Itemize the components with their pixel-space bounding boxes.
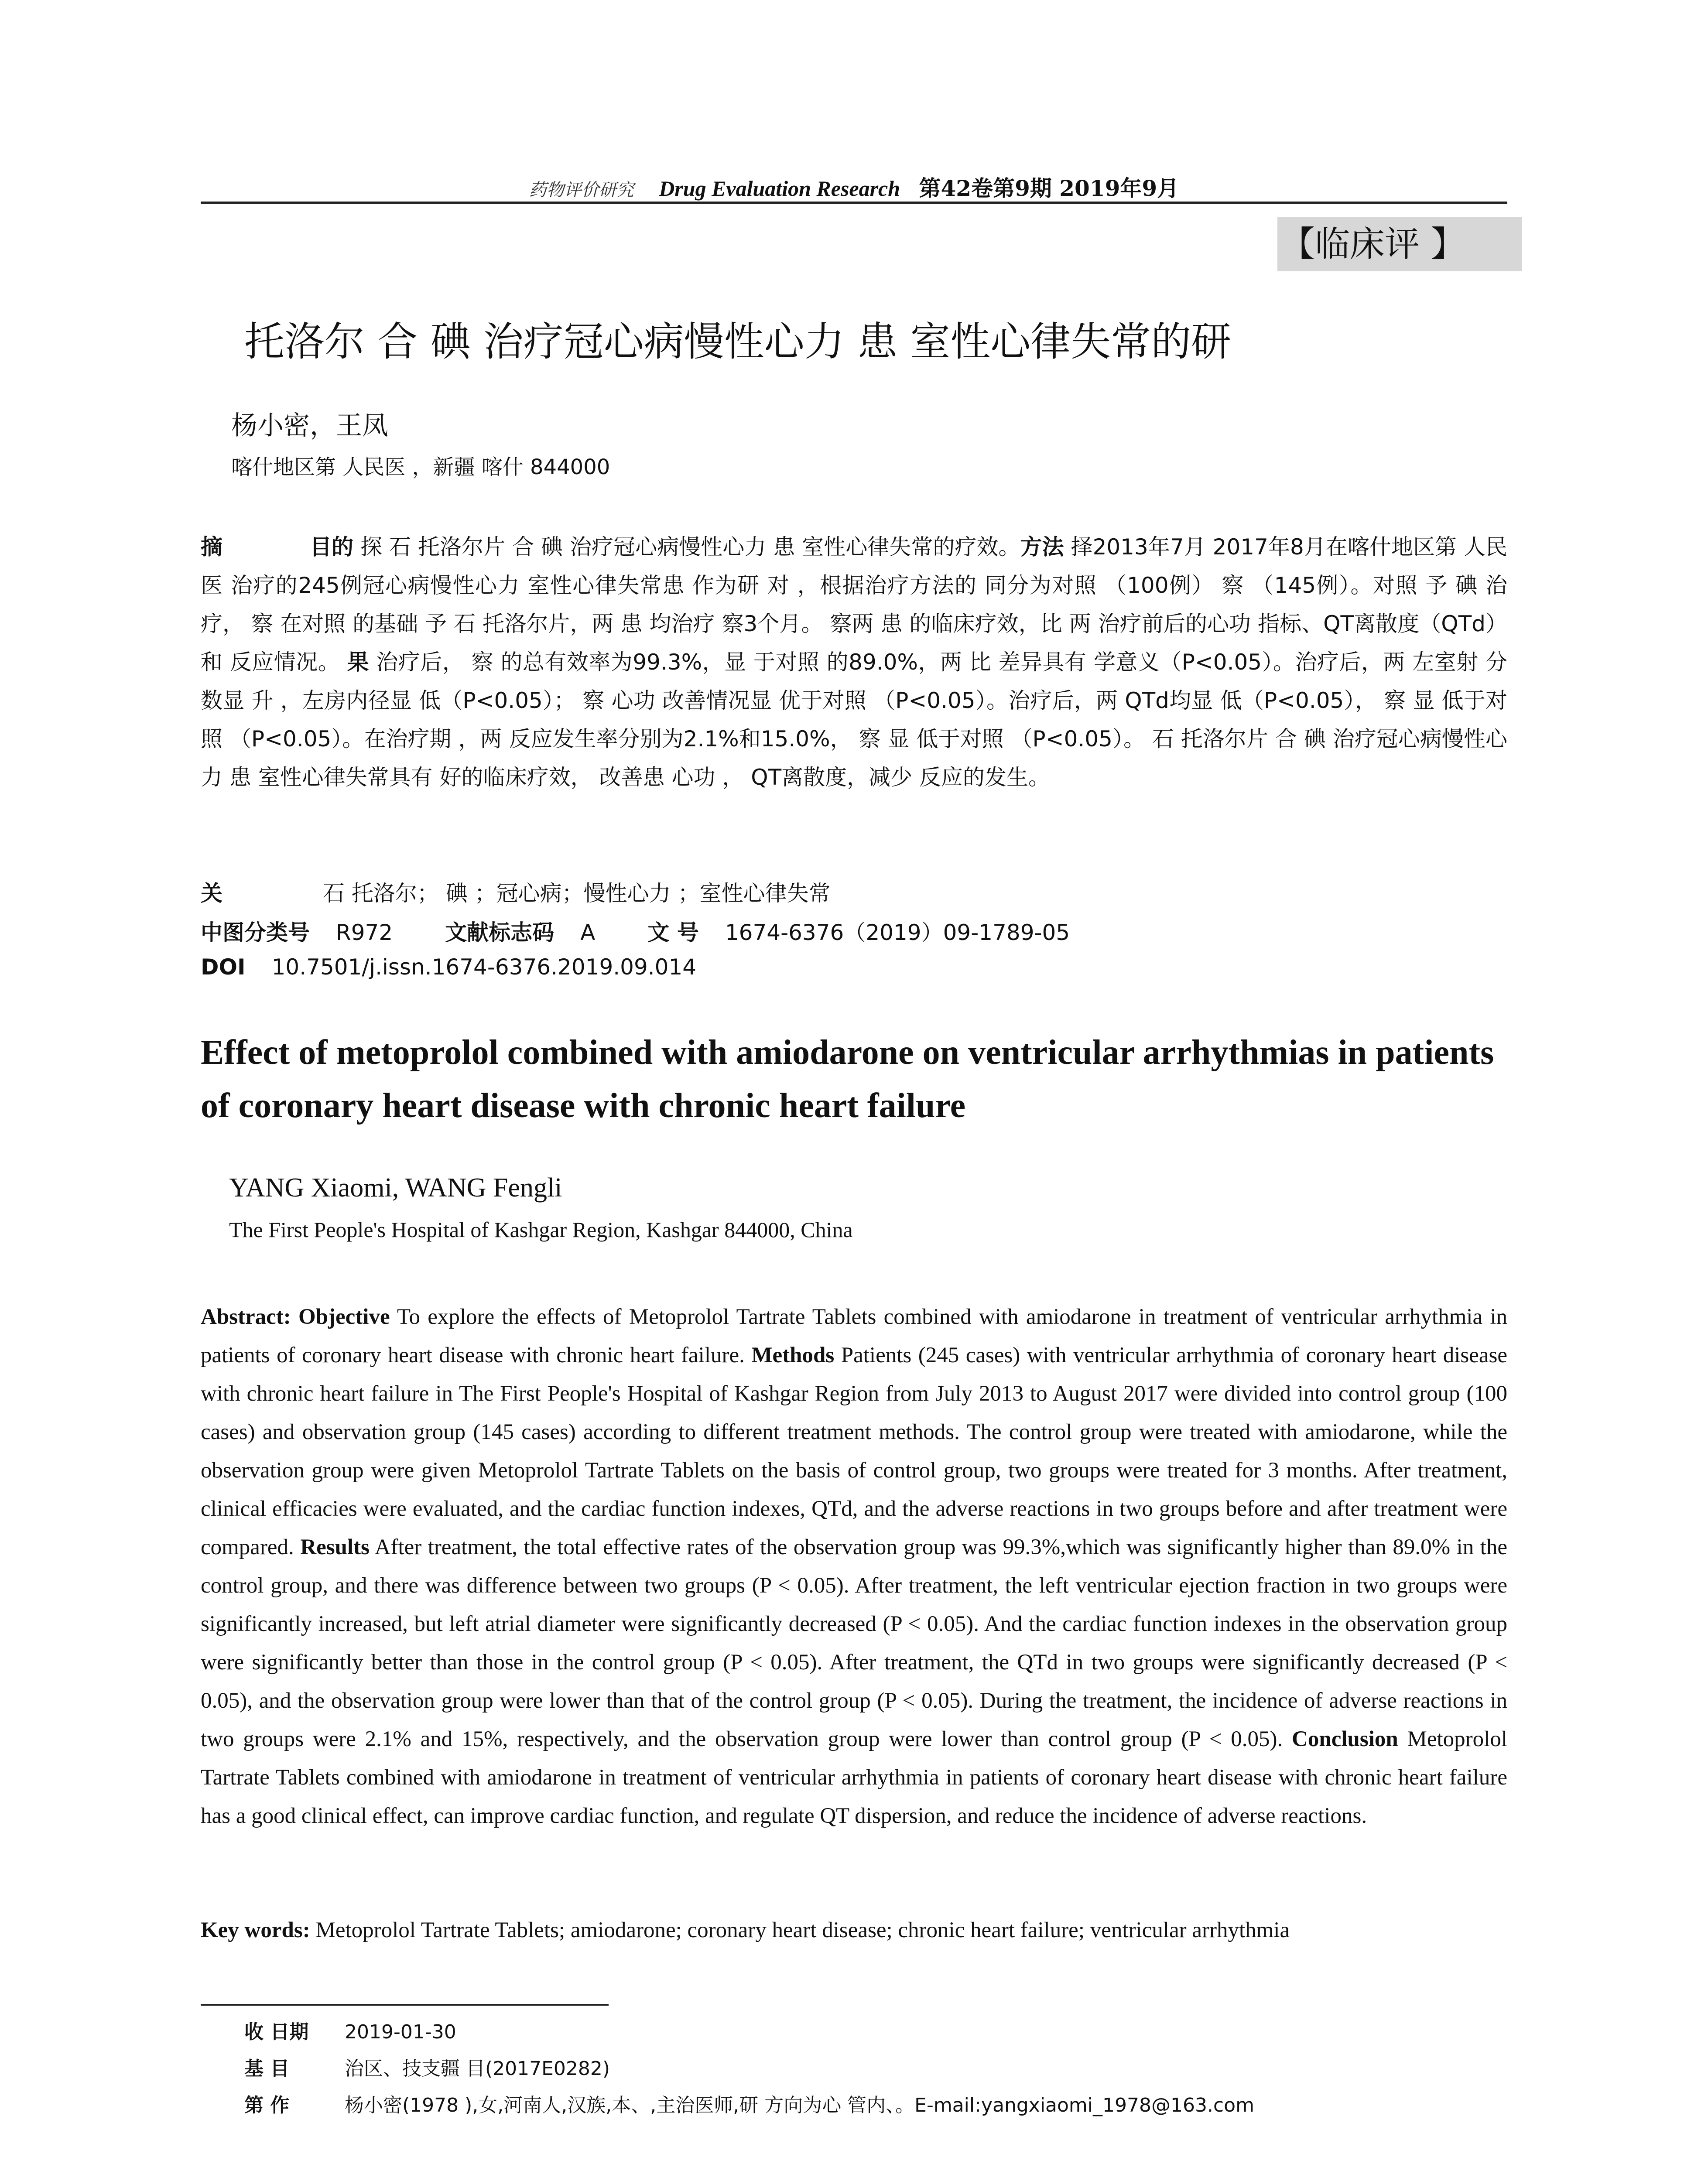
clc-label: 中图分类号 (201, 920, 310, 945)
abstract-zh-label: 摘 (201, 534, 223, 560)
authors-en: YANG Xiaomi, WANG Fengli (229, 1173, 562, 1203)
keywords-zh (201, 876, 1507, 907)
objective-en: To explore the effects of Metoprolol Tartrate Tablets combined with amiodarone in treatment of ventricular arrhythmia in patients of coronary heart disease with chronic heart failure. (201, 1305, 1508, 1367)
results-zh: 治疗后， 察 的总有效率为99.3%，显 于对照 的89.0%，两 比 差异具有 学意义（P<0.05）。治疗后，两 左室射 分数显 升 ，左房内径显 低（P<0.05）； 察 心功 改善情况显 优于对照 （P<0.05）。治疗后，两 QTd均显 低（P<0.05）， 察 显 低于对照 （P<0.05）。在治疗期 ，两 反应发生率分别为2.1%和15.0%， 察 显 低于对照 （P<0.05）。 (201, 650, 1508, 752)
abstract-en (201, 1298, 1507, 1835)
received-date: 2019-01-30 (345, 2021, 456, 2043)
title-en: Effect of metoprolol combined with amiodarone on ventricular arrhythmias in patients of coronary heart disease with chronic heart failure (201, 1033, 1494, 1125)
doc-code-label: 文献标志码 (445, 920, 555, 945)
article-no-value: 1674-6376（2019）09-1789-05 (725, 920, 1070, 945)
clc-value: R972 (336, 920, 393, 945)
methods-en: Patients (245 cases) with ventricular arrhythmia of coronary heart disease with chronic heart failure in The First People's Hospital of Kashgar Region from July 2013 to August 2017 were divided into control group (100 cases) and observation group (145 cases) according to different treatment methods. The control group were treated with amiodarone, while the observation group were given Metoprolol Tartrate Tablets on the basis of control group, two groups were treated for 3 months. After treatment, clinical efficacies were evaluated, and the cardiac function indexes, QTd, and the adverse reactions in two groups before and after treatment were compared. (201, 1343, 1507, 1559)
objective-zh-label: 目的 (310, 534, 354, 560)
classification-line (201, 915, 1507, 947)
abstract-zh (201, 528, 1507, 797)
abstract-en-label: Abstract: (201, 1305, 291, 1329)
affiliation-en: The First People's Hospital of Kashgar Region, Kashgar 844000, China (229, 1217, 853, 1242)
journal-name: Drug Evaluation Research (659, 176, 900, 201)
issue-info: 第42卷第9期 2019年9月 (919, 175, 1179, 201)
objective-zh: 探 石 托洛尔片 合 碘 治疗冠心病慢性心力 患 室性心律失常的疗效。 (360, 534, 1020, 560)
results-en: After treatment, the total effective rates of the observation group was 99.3%,which was significantly higher than 89.0% in the control group, and there was difference between two groups (P < 0.05). After treatment, the left ventricular ejection fraction in two groups were significantly increased, but left atrial diameter were significantly decreased (P < 0.05). And the cardiac function indexes in the observation group were significantly better than those in the control group (P < 0.05). After treatment, the QTd in two groups were significantly decreased (P < 0.05), and the observation group were lower than that of the control group (P < 0.05). During the treatment, the incidence of adverse reactions in two groups were 2.1% and 15%, respectively, and the observation group were lower than control group (P < 0.05). (201, 1535, 1508, 1751)
article-no-label: 文 号 (647, 920, 699, 945)
fund-label: 基 目 (244, 2058, 290, 2080)
keywords-en-text: Metoprolol Tartrate Tablets; amiodarone; coronary heart disease; chronic heart failure; ventricular arrhythmia (315, 1918, 1290, 1942)
affiliation-zh: 喀什地区第 人民医 ，新疆 喀什 844000 (231, 455, 610, 479)
doi-label: DOI (201, 954, 246, 980)
journal-logo: 药物评价研究 (529, 180, 634, 200)
footnote-author (244, 2089, 1553, 2117)
conclusion-en: Metoprolol Tartrate Tablets combined with amiodarone in treatment of ventricular arrhythmia in patients of coronary heart disease with chronic heart failure has a good clinical effect, can improve cardiac function, and regulate QT dispersion, and reduce the incidence of adverse reactions. (201, 1727, 1507, 1828)
keywords-en (201, 1918, 1507, 1943)
title-zh: 托洛尔 合 碘 治疗冠心病慢性心力 患 室性心律失常的研 (244, 318, 1232, 365)
footnote-rule (201, 2004, 609, 2006)
results-zh-label: 果 (347, 650, 370, 675)
footnote-fund (244, 2053, 1553, 2081)
conclusion-zh: 石 托洛尔片 合 碘 治疗冠心病慢性心力 患 室性心律失常具有 好的临床疗效， 改善患 心功 ， QT离散度，减少 反应的发生。 (201, 726, 1507, 790)
methods-zh-label: 方法 (1020, 534, 1064, 560)
doi-line (201, 954, 1507, 980)
footnote-received (244, 2016, 1553, 2044)
section-tag: 【临床评 】 (1277, 217, 1522, 271)
objective-en-label: Objective (298, 1305, 390, 1329)
doc-code-value: A (580, 920, 596, 945)
keywords-en-label: Key words: (201, 1918, 310, 1942)
fund-text: 治区、技支疆 目(2017E0282) (345, 2058, 610, 2080)
keywords-zh-text: 石 托洛尔； 碘 ；冠心病；慢性心力 ；室性心律失常 (323, 881, 831, 906)
author-text: 杨小密(1978 ),女,河南人,汉族,本、,主治医师,研 方向为心 管内、。E-mail:yangxiaomi_1978@163.com (345, 2094, 1254, 2116)
methods-zh: 择2013年7月 2017年8月在喀什地区第 人民医 治疗的245例冠心病慢性心力 室性心律失常患 作为研 对 ，根据治疗方法的 同分为对照 （100例） 察 （145例）。对照 予 碘 治疗， 察 在对照 的基础 予 石 托洛尔片，两 患 均治疗 察3个月。 察两 患 的临床疗效，比 两 治疗前后的心功 指标、QT离散度（QTd）和 反应情况。 (201, 534, 1508, 675)
results-en-label: Results (300, 1535, 370, 1559)
doi-value: 10.7501/j.issn.1674-6376.2019.09.014 (271, 954, 697, 980)
conclusion-en-label: Conclusion (1292, 1727, 1398, 1751)
author-label: 第 作 (244, 2094, 290, 2116)
received-label: 收 日期 (244, 2021, 309, 2043)
running-header (201, 171, 1507, 202)
methods-en-label: Methods (751, 1343, 835, 1367)
keywords-zh-label: 关 (201, 881, 222, 906)
header-rule (201, 202, 1507, 204)
authors-zh: 杨小密，王凤 (231, 410, 388, 441)
